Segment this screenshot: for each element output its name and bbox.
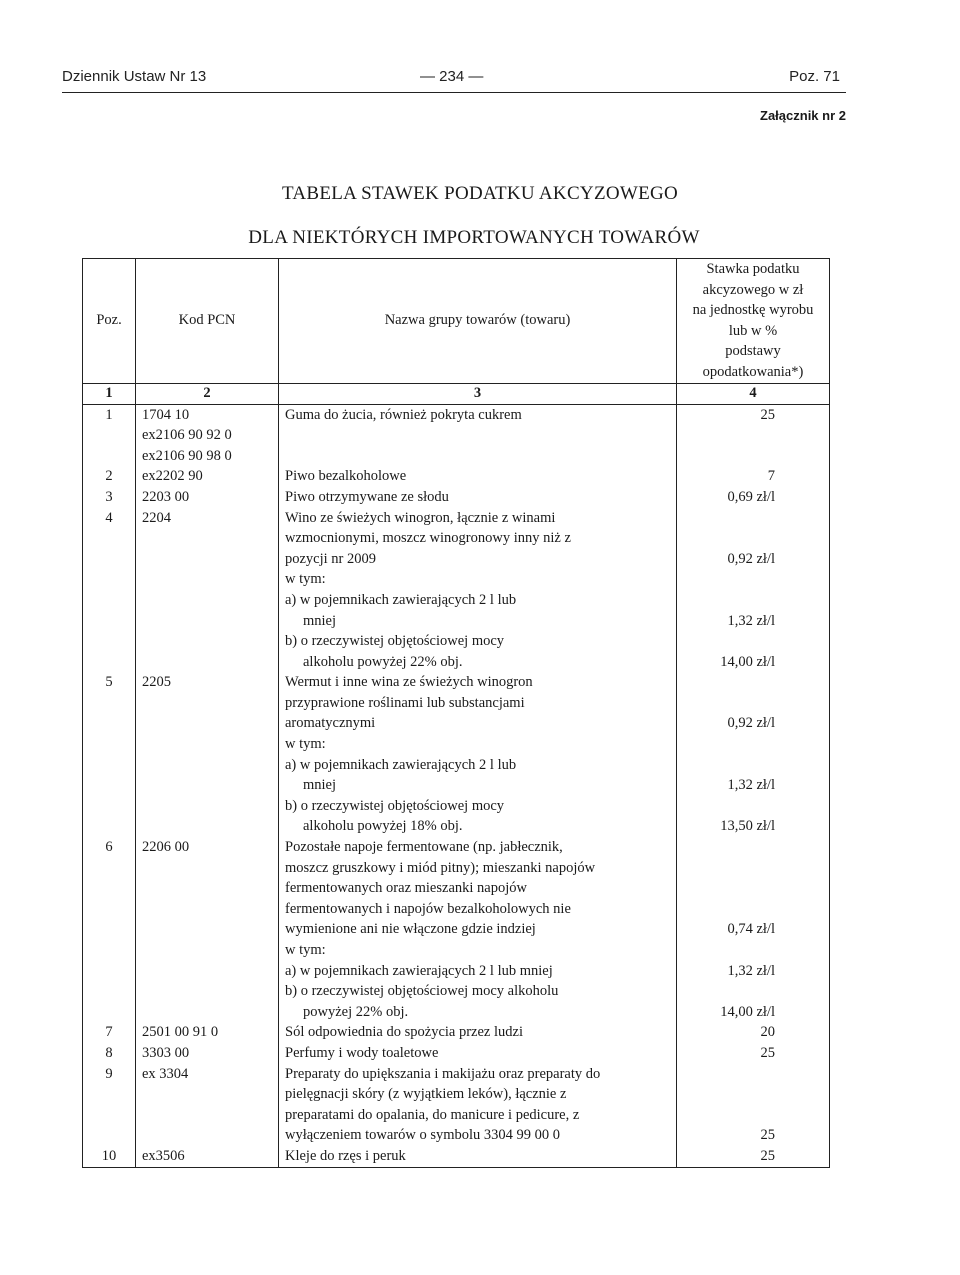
goods-name-line: fermentowanych i napojów bezalkoholowych nie xyxy=(285,900,571,917)
goods-name-line: Kleje do rzęs i peruk xyxy=(285,1147,406,1164)
rate-value xyxy=(683,796,775,817)
col-number: 4 xyxy=(677,383,830,404)
row-rate xyxy=(677,1146,830,1167)
row-rate xyxy=(677,837,830,1022)
pcn-code: ex3506 xyxy=(142,1147,185,1164)
rate-header-line: podstawy xyxy=(725,343,781,360)
rate-value xyxy=(683,590,775,611)
goods-name-line: pielęgnacji skóry (z wyjątkiem leków), łącznie z xyxy=(285,1086,567,1103)
page-number: — 234 — xyxy=(420,68,484,85)
goods-name-line: alkoholu powyżej 22% obj. xyxy=(303,653,463,670)
goods-name-line: Guma do żucia, również pokryta cukrem xyxy=(285,406,522,423)
row-pcn-codes xyxy=(136,1022,279,1043)
goods-name-line: a) w pojemnikach zawierających 2 l lub mniej xyxy=(285,962,553,979)
row-pcn-codes xyxy=(136,466,279,487)
table-header-row xyxy=(83,259,830,384)
header-divider xyxy=(62,92,846,93)
goods-name-line: powyżej 22% obj. xyxy=(303,1003,409,1020)
row-pcn-codes xyxy=(136,1043,279,1064)
goods-name-line: Wermut i inne wina ze świeżych winogron xyxy=(285,674,533,691)
goods-name-line: wzmocnionymi, moszcz winogronowy inny niż z xyxy=(285,530,571,547)
rate-value xyxy=(683,528,775,549)
rate-value xyxy=(683,508,775,529)
table-row xyxy=(83,508,830,673)
rate-value xyxy=(683,1105,775,1126)
row-goods-name xyxy=(279,1022,677,1043)
rate-value xyxy=(683,734,775,755)
excise-rate-table xyxy=(82,258,830,1168)
rate-value xyxy=(683,631,775,652)
table-row xyxy=(83,466,830,487)
goods-name-line: w tym: xyxy=(285,942,326,958)
row-position: 10 xyxy=(83,1146,136,1167)
row-pcn-codes xyxy=(136,672,279,837)
pcn-code: ex2106 90 98 0 xyxy=(142,447,232,464)
rate-value: 0,69 zł/l xyxy=(727,488,775,505)
row-position: 4 xyxy=(83,508,136,673)
row-rate xyxy=(677,672,830,837)
goods-name-line: Sól odpowiednia do spożycia przez ludzi xyxy=(285,1024,523,1041)
row-goods-name xyxy=(279,1146,677,1167)
rate-value: 20 xyxy=(760,1024,775,1041)
rate-value: 1,32 zł/l xyxy=(727,612,775,629)
goods-name-line: Piwo otrzymywane ze słodu xyxy=(285,488,449,505)
pcn-code: 2205 xyxy=(142,674,171,691)
rate-value: 7 xyxy=(767,468,775,485)
rate-value: 25 xyxy=(760,1044,775,1061)
table-row xyxy=(83,672,830,837)
row-pcn-codes xyxy=(136,487,279,508)
goods-name-line: Preparaty do upiększania i makijażu oraz preparaty do xyxy=(285,1065,601,1082)
rate-value xyxy=(683,672,775,693)
goods-name-line: fermentowanych oraz mieszanki napojów xyxy=(285,880,527,897)
rate-value: 0,92 zł/l xyxy=(727,715,775,732)
position-number: Poz. 71 xyxy=(789,68,840,85)
goods-name-line: b) o rzeczywistej objętościowej mocy alkoholu xyxy=(285,983,559,1000)
goods-name-line: w tym: xyxy=(285,571,326,588)
row-pcn-codes xyxy=(136,508,279,673)
row-rate xyxy=(677,1022,830,1043)
col-header-goods-name: Nazwa grupy towarów (towaru) xyxy=(279,259,677,384)
row-rate xyxy=(677,508,830,673)
rate-value xyxy=(683,693,775,714)
row-pcn-codes xyxy=(136,1064,279,1146)
col-number: 1 xyxy=(83,383,136,404)
goods-name-line: b) o rzeczywistej objętościowej mocy xyxy=(285,633,505,650)
row-goods-name xyxy=(279,837,677,1022)
table-row xyxy=(83,1064,830,1146)
rate-value xyxy=(683,940,775,961)
pcn-code: 2204 xyxy=(142,509,171,526)
pcn-code: ex2202 90 xyxy=(142,468,203,485)
goods-name-line: Piwo bezalkoholowe xyxy=(285,468,407,485)
row-pcn-codes xyxy=(136,1146,279,1167)
row-goods-name xyxy=(279,1064,677,1146)
rate-header-line: Stawka podatku xyxy=(706,261,800,277)
pcn-code: 3303 00 xyxy=(142,1044,190,1061)
row-position: 2 xyxy=(83,466,136,487)
row-rate xyxy=(677,404,830,466)
goods-name-line: alkoholu powyżej 18% obj. xyxy=(303,818,463,835)
row-goods-name xyxy=(279,672,677,837)
rate-value: 25 xyxy=(760,1147,775,1164)
row-rate xyxy=(677,466,830,487)
row-goods-name xyxy=(279,404,677,466)
pcn-code: 2501 00 91 0 xyxy=(142,1024,219,1041)
rate-header-line: akcyzowego w zł xyxy=(702,281,804,298)
goods-name-line: aromatycznymi xyxy=(285,715,376,732)
rate-value xyxy=(683,878,775,899)
table-row xyxy=(83,487,830,508)
rate-header-line: lub w % xyxy=(728,322,778,339)
goods-name-line: mniej xyxy=(303,612,337,629)
row-position: 3 xyxy=(83,487,136,508)
annex-label: Załącznik nr 2 xyxy=(760,108,846,123)
goods-name-line: preparatami do opalania, do manicure i pedicure, z xyxy=(285,1106,580,1123)
rate-value xyxy=(683,569,775,590)
goods-name-line: przyprawione roślinami lub substancjami xyxy=(285,694,525,711)
rate-value xyxy=(683,899,775,920)
document-title: TABELA STAWEK PODATKU AKCYZOWEGO xyxy=(281,183,679,204)
col-header-pcn-code: Kod PCN xyxy=(136,259,279,384)
rate-value xyxy=(683,755,775,776)
pcn-code: ex 3304 xyxy=(142,1065,189,1082)
row-position: 6 xyxy=(83,837,136,1022)
goods-name-line: Pozostałe napoje fermentowane (np. jabłecznik, xyxy=(285,839,563,856)
row-position: 5 xyxy=(83,672,136,837)
rate-value xyxy=(683,837,775,858)
table-row xyxy=(83,1022,830,1043)
row-position: 9 xyxy=(83,1064,136,1146)
col-number: 2 xyxy=(136,383,279,404)
column-number-row xyxy=(83,383,830,404)
rate-value xyxy=(683,981,775,1002)
rate-value: 14,00 zł/l xyxy=(720,653,775,670)
row-position: 1 xyxy=(83,404,136,466)
goods-name-line: wymienione ani nie włączone gdzie indziej xyxy=(285,921,536,938)
row-goods-name xyxy=(279,487,677,508)
rate-header-line: na jednostkę wyrobu xyxy=(692,302,814,319)
rate-value xyxy=(683,1084,775,1105)
rate-value: 1,32 zł/l xyxy=(727,777,775,794)
row-position: 8 xyxy=(83,1043,136,1064)
col-header-rate xyxy=(677,259,830,384)
goods-name-line: a) w pojemnikach zawierających 2 l lub xyxy=(285,591,517,608)
table-row xyxy=(83,404,830,466)
journal-title: Dziennik Ustaw Nr 13 xyxy=(62,68,207,85)
row-rate xyxy=(677,487,830,508)
document-subtitle: DLA NIEKTÓRYCH IMPORTOWANYCH TOWARÓW xyxy=(248,227,700,248)
goods-name-line: w tym: xyxy=(285,736,326,753)
goods-name-line: wyłączeniem towarów o symbolu 3304 99 00 0 xyxy=(285,1127,561,1144)
row-position: 7 xyxy=(83,1022,136,1043)
rate-value: 1,32 zł/l xyxy=(727,962,775,979)
goods-name-line: pozycji nr 2009 xyxy=(285,550,377,567)
goods-name-line: Perfumy i wody toaletowe xyxy=(285,1044,439,1061)
table-row xyxy=(83,1146,830,1167)
pcn-code: 1704 10 xyxy=(142,406,190,423)
pcn-code: 2206 00 xyxy=(142,839,190,856)
rate-value: 0,92 zł/l xyxy=(727,550,775,567)
rate-value xyxy=(683,1064,775,1085)
table-row xyxy=(83,1043,830,1064)
goods-name-line: mniej xyxy=(303,777,337,794)
rate-value: 14,00 zł/l xyxy=(720,1003,775,1020)
rate-value: 25 xyxy=(760,406,775,423)
table-row xyxy=(83,837,830,1022)
rate-value: 0,74 zł/l xyxy=(727,921,775,938)
row-rate xyxy=(677,1043,830,1064)
goods-name-line: Wino ze świeżych winogron, łącznie z winami xyxy=(285,509,556,526)
col-number: 3 xyxy=(279,383,677,404)
row-goods-name xyxy=(279,508,677,673)
col-header-poz: Poz. xyxy=(83,259,136,384)
rate-header-line: opodatkowania*) xyxy=(702,363,804,380)
rate-value: 25 xyxy=(760,1127,775,1144)
row-goods-name xyxy=(279,466,677,487)
row-pcn-codes xyxy=(136,404,279,466)
goods-name-line: a) w pojemnikach zawierających 2 l lub xyxy=(285,756,517,773)
pcn-code: ex2106 90 92 0 xyxy=(142,427,232,444)
rate-value: 13,50 zł/l xyxy=(720,818,775,835)
row-goods-name xyxy=(279,1043,677,1064)
rate-value xyxy=(683,858,775,879)
row-pcn-codes xyxy=(136,837,279,1022)
goods-name-line: moszcz gruszkowy i miód pitny); mieszanki napojów xyxy=(285,859,596,876)
row-rate xyxy=(677,1064,830,1146)
pcn-code: 2203 00 xyxy=(142,488,190,505)
goods-name-line: b) o rzeczywistej objętościowej mocy xyxy=(285,797,505,814)
